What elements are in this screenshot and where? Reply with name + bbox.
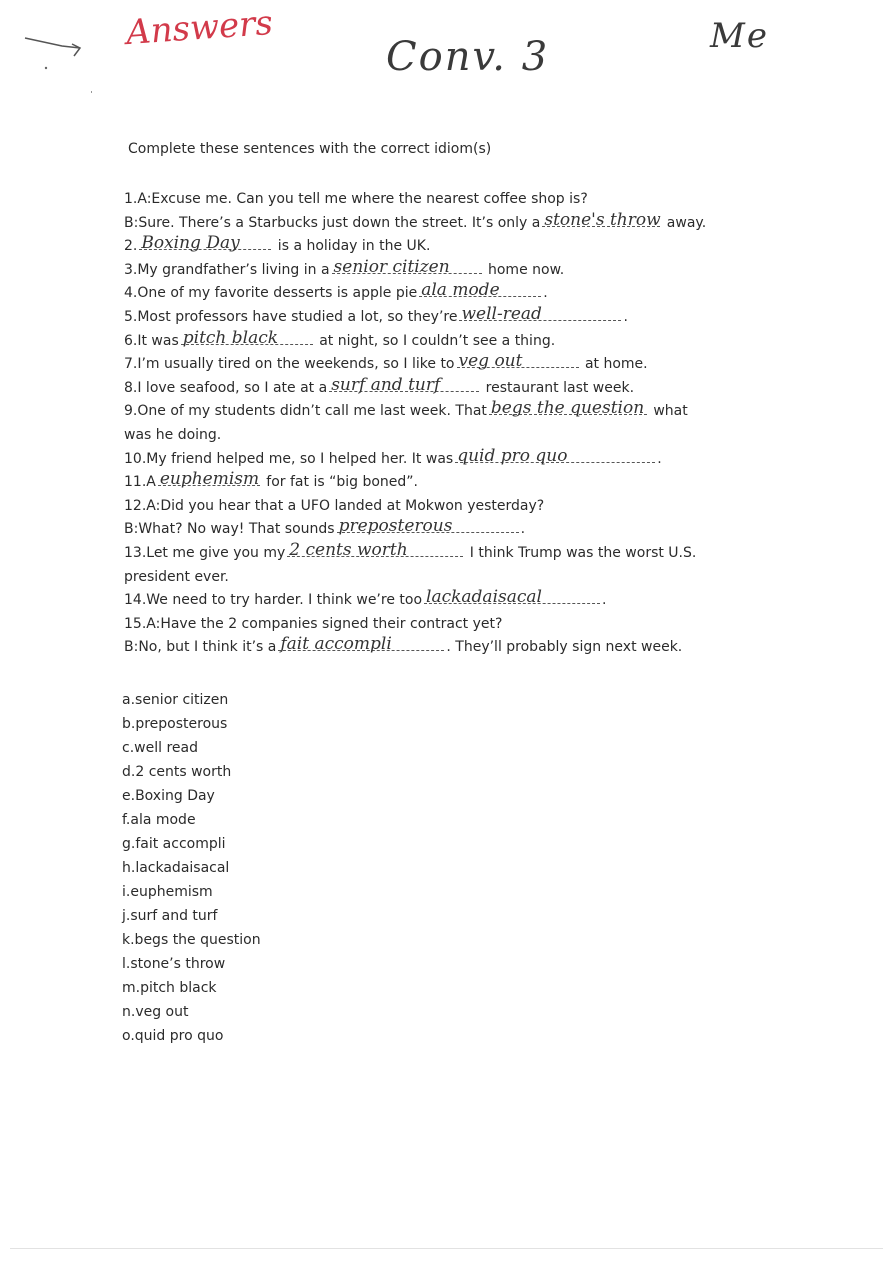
question-line	[124, 374, 764, 401]
option-item: f.ala mode	[122, 812, 196, 828]
question-line	[124, 282, 764, 306]
question-line	[124, 209, 764, 236]
answers-tag: Answers	[124, 2, 275, 54]
handwritten-answer: euphemism	[159, 469, 260, 490]
question-line	[124, 400, 764, 424]
option-list	[122, 688, 261, 1048]
handwritten-answer: well-read	[461, 303, 542, 324]
question-text-after: what	[648, 403, 688, 420]
option-item: i.euphemism	[122, 884, 213, 900]
question-line	[124, 256, 764, 283]
answer-blank[interactable]	[455, 445, 655, 466]
question-text-after: .	[657, 450, 662, 467]
option-item: j.surf and turf	[122, 908, 218, 924]
option-item: d.2 cents worth	[122, 764, 232, 780]
option-item: o.quid pro quo	[122, 1028, 224, 1044]
handwritten-answer: ala mode	[421, 280, 500, 301]
question-text-after: is a holiday in the UK.	[273, 238, 431, 255]
question-text: 3.My grandfather’s living in a	[124, 261, 330, 278]
question-text-after: .	[543, 285, 548, 302]
question-text: was he doing.	[124, 426, 222, 443]
handwritten-answer: preposterous	[338, 516, 453, 537]
option-item: h.lackadaisacal	[122, 860, 230, 876]
option-item: c.well read	[122, 740, 198, 756]
handwritten-answer: stone's throw	[544, 209, 661, 230]
question-line	[124, 471, 764, 495]
handwritten-answer: senior citizen	[333, 256, 450, 277]
question-text: president ever.	[124, 568, 229, 585]
answer-blank[interactable]	[181, 327, 313, 348]
answer-blank[interactable]	[337, 516, 519, 537]
handwritten-answer: veg out	[458, 351, 523, 372]
page-title: Conv. 3	[386, 34, 550, 80]
question-text-after: for fat is “big boned”.	[261, 474, 418, 491]
question-line	[124, 235, 764, 259]
question-list	[124, 188, 764, 660]
answer-blank[interactable]	[329, 374, 479, 395]
option-item: b.preposterous	[122, 716, 228, 732]
question-line	[124, 353, 764, 377]
question-text: 5.Most professors have studied a lot, so they’re	[124, 308, 458, 325]
handwritten-answer: surf and turf	[331, 374, 441, 395]
answer-blank[interactable]	[489, 398, 647, 419]
instructions: Complete these sentences with the correct idiom(s)	[128, 141, 492, 157]
option-item: k.begs the question	[122, 932, 261, 948]
question-text: 4.One of my favorite desserts is apple pie	[124, 285, 418, 302]
option-item: n.veg out	[122, 1004, 189, 1020]
page-edge-line	[10, 1248, 883, 1249]
handwritten-answer: begs the question	[490, 398, 645, 419]
pen-mark	[22, 30, 92, 100]
question-line	[124, 518, 764, 542]
question-line	[124, 613, 764, 637]
answer-blank[interactable]	[542, 209, 661, 230]
answer-blank[interactable]	[459, 303, 621, 324]
handwritten-answer: pitch black	[182, 327, 279, 348]
question-text: 15.A:Have the 2 companies signed their contract yet?	[124, 615, 503, 632]
question-text: 2.	[124, 238, 138, 255]
question-text: 11.A	[124, 474, 156, 491]
question-text: 1.A:Excuse me. Can you tell me where the nearest coffee shop is?	[124, 191, 588, 207]
option-item: e.Boxing Day	[122, 788, 215, 804]
question-text-after: restaurant last week.	[481, 379, 635, 396]
question-text-after: at home.	[580, 356, 648, 373]
answer-blank[interactable]	[332, 256, 482, 277]
answer-blank[interactable]	[158, 469, 260, 490]
option-item: l.stone’s throw	[122, 956, 226, 972]
answer-blank[interactable]	[287, 539, 463, 560]
option-item: m.pitch black	[122, 980, 217, 996]
handwritten-answer: lackadaisacal	[426, 587, 542, 608]
answer-blank[interactable]	[457, 351, 579, 372]
question-line	[124, 636, 764, 660]
option-item: a.senior citizen	[122, 692, 229, 708]
question-text-after: away.	[662, 214, 707, 231]
handwritten-answer: fait accompli	[280, 634, 392, 655]
handwritten-answer: quid pro quo	[457, 445, 568, 466]
question-line	[124, 424, 764, 448]
question-text-after: at night, so I couldn’t see a thing.	[314, 332, 556, 349]
option-item: g.fait accompli	[122, 836, 226, 852]
handwritten-answer: Boxing Day	[141, 233, 240, 254]
question-text: B:What? No way! That sounds	[124, 521, 335, 538]
question-text-after: .	[602, 592, 607, 609]
question-line	[124, 303, 764, 330]
question-text-after: . They’ll probably sign next week.	[446, 639, 683, 656]
question-line	[124, 495, 764, 519]
question-text-after: .	[623, 308, 628, 325]
question-line	[124, 445, 764, 472]
question-text: 8.I love seafood, so I ate at a	[124, 379, 328, 396]
question-text-after: I think Trump was the worst U.S.	[465, 544, 697, 561]
question-text: 10.My friend helped me, so I helped her. It was	[124, 450, 454, 467]
question-text: 7.I’m usually tired on the weekends, so I like to	[124, 356, 455, 373]
answer-blank[interactable]	[419, 280, 541, 301]
question-text: B:Sure. There’s a Starbucks just down the street. It’s only a	[124, 214, 541, 231]
answer-blank[interactable]	[139, 233, 271, 254]
question-line	[124, 566, 764, 590]
question-text: B:No, but I think it’s a	[124, 639, 277, 656]
question-text: 12.A:Did you hear that a UFO landed at Mokwon yesterday?	[124, 497, 545, 514]
question-text-after: home now.	[483, 261, 565, 278]
question-text: 13.Let me give you my	[124, 544, 286, 561]
question-line	[124, 327, 764, 354]
answer-blank[interactable]	[424, 587, 600, 608]
question-text: 9.One of my students didn’t call me last week. That	[124, 403, 487, 420]
author-name: Me	[710, 16, 769, 56]
question-line	[124, 589, 764, 613]
question-text-after: .	[520, 521, 526, 538]
handwritten-answer: 2 cents worth	[289, 539, 408, 560]
question-text: 14.We need to try harder. I think we’re too	[124, 592, 423, 609]
question-text: 6.It was	[124, 332, 179, 349]
question-line	[124, 539, 764, 566]
question-line	[124, 188, 764, 212]
answer-blank[interactable]	[278, 634, 444, 655]
